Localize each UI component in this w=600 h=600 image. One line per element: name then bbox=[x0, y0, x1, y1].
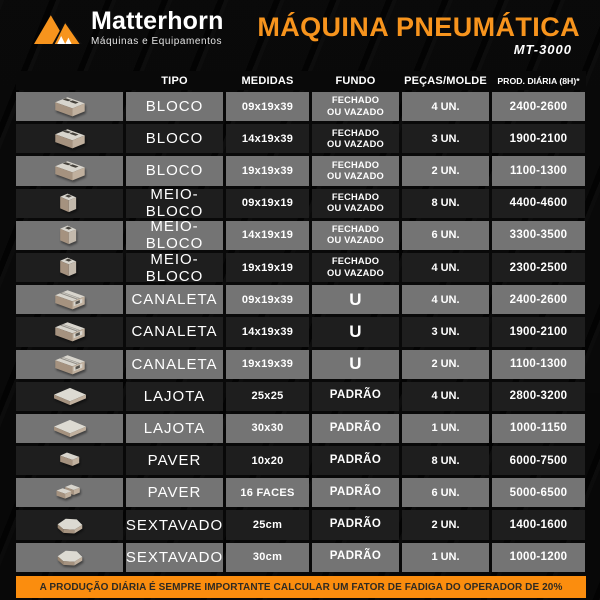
fundo-cell: U bbox=[312, 317, 399, 346]
pecas-molde-cell: 3 UN. bbox=[402, 124, 489, 153]
fundo-cell: PADRÃO bbox=[312, 543, 399, 572]
tipo-cell: SEXTAVADO bbox=[126, 510, 223, 539]
table-body bbox=[16, 92, 586, 572]
fundo-cell: PADRÃO bbox=[312, 382, 399, 411]
medidas-cell: 10x20 bbox=[226, 446, 309, 475]
pecas-molde-cell: 6 UN. bbox=[402, 478, 489, 507]
pecas-molde-cell: 2 UN. bbox=[402, 350, 489, 379]
footer-note: A PRODUÇÃO DIÁRIA É SEMPRE IMPORTANTE CALCULAR UM FATOR DE FADIGA DO OPERADOR DE 20% bbox=[39, 581, 563, 593]
icon-cell bbox=[16, 317, 123, 346]
pecas-molde-cell: 4 UN. bbox=[402, 92, 489, 121]
tipo-cell: CANALETA bbox=[126, 350, 223, 379]
medidas-cell: 25cm bbox=[226, 510, 309, 539]
icon-cell bbox=[16, 446, 123, 475]
prod-diaria-cell: 1100-1300 bbox=[492, 350, 585, 379]
model-number: MT-3000 bbox=[513, 42, 572, 58]
meio-bloco-icon bbox=[39, 222, 101, 249]
medidas-cell: 09x19x39 bbox=[226, 92, 309, 121]
prod-diaria-cell: 2400-2600 bbox=[492, 92, 585, 121]
fundo-cell: FECHADO OU VAZADO bbox=[312, 221, 399, 250]
pecas-molde-cell: 1 UN. bbox=[402, 414, 489, 443]
medidas-cell: 25x25 bbox=[226, 382, 309, 411]
pecas-molde-cell: 1 UN. bbox=[402, 543, 489, 572]
fundo-cell: FECHADO OU VAZADO bbox=[312, 253, 399, 282]
matterhorn-logo bbox=[34, 9, 224, 47]
header bbox=[0, 0, 600, 64]
sextavado-icon bbox=[39, 544, 101, 571]
table-row bbox=[16, 285, 586, 314]
medidas-cell: 14x19x39 bbox=[226, 317, 309, 346]
canaleta-icon bbox=[39, 286, 101, 313]
medidas-cell: 16 FACES bbox=[226, 478, 309, 507]
pecas-molde-cell: 4 UN. bbox=[402, 253, 489, 282]
prod-diaria-cell: 5000-6500 bbox=[492, 478, 585, 507]
prod-diaria-cell: 2800-3200 bbox=[492, 382, 585, 411]
bloco-icon bbox=[39, 93, 101, 120]
prod-diaria-cell: 6000-7500 bbox=[492, 446, 585, 475]
tipo-cell: BLOCO bbox=[126, 156, 223, 185]
fundo-cell: FECHADO OU VAZADO bbox=[312, 156, 399, 185]
table-row bbox=[16, 478, 586, 507]
medidas-cell: 30x30 bbox=[226, 414, 309, 443]
table-row bbox=[16, 317, 586, 346]
table-row bbox=[16, 414, 586, 443]
prod-diaria-cell: 1900-2100 bbox=[492, 124, 585, 153]
pecas-molde-cell: 4 UN. bbox=[402, 285, 489, 314]
medidas-cell: 19x19x39 bbox=[226, 156, 309, 185]
tipo-cell: SEXTAVADO bbox=[126, 543, 223, 572]
fundo-cell: FECHADO OU VAZADO bbox=[312, 189, 399, 218]
tipo-cell: LAJOTA bbox=[126, 414, 223, 443]
fundo-cell: FECHADO OU VAZADO bbox=[312, 124, 399, 153]
tipo-cell: MEIO-BLOCO bbox=[126, 253, 223, 282]
paver-icon bbox=[39, 447, 101, 474]
tipo-cell: PAVER bbox=[126, 446, 223, 475]
icon-cell bbox=[16, 543, 123, 572]
pecas-molde-cell: 8 UN. bbox=[402, 446, 489, 475]
sextavado-icon bbox=[39, 512, 101, 539]
tipo-cell: CANALETA bbox=[126, 317, 223, 346]
column-header-prod-diaria: PROD. DIÁRIA (8H)* bbox=[497, 75, 580, 86]
fundo-cell: FECHADO OU VAZADO bbox=[312, 92, 399, 121]
tipo-cell: LAJOTA bbox=[126, 382, 223, 411]
pecas-molde-cell: 4 UN. bbox=[402, 382, 489, 411]
lajota-icon bbox=[39, 415, 101, 442]
brand-tagline: Máquinas e Equipamentos bbox=[91, 36, 223, 47]
fundo-cell: PADRÃO bbox=[312, 510, 399, 539]
icon-cell bbox=[16, 124, 123, 153]
pecas-molde-cell: 2 UN. bbox=[402, 510, 489, 539]
icon-cell bbox=[16, 414, 123, 443]
canaleta-icon bbox=[39, 351, 101, 378]
paver-16-faces-icon bbox=[39, 479, 101, 506]
pecas-molde-cell: 8 UN. bbox=[402, 189, 489, 218]
prod-diaria-cell: 1100-1300 bbox=[492, 156, 585, 185]
prod-diaria-cell: 4400-4600 bbox=[492, 189, 585, 218]
prod-diaria-cell: 1400-1600 bbox=[492, 510, 585, 539]
fundo-cell: U bbox=[312, 285, 399, 314]
column-header-pecas-molde: PEÇAS/MOLDE bbox=[404, 74, 487, 87]
fundo-cell: PADRÃO bbox=[312, 478, 399, 507]
prod-diaria-cell: 2300-2500 bbox=[492, 253, 585, 282]
table-row bbox=[16, 156, 586, 185]
table-row bbox=[16, 350, 586, 379]
table-row bbox=[16, 189, 586, 218]
medidas-cell: 19x19x19 bbox=[226, 253, 309, 282]
table-header-row bbox=[16, 71, 586, 90]
tipo-cell: CANALETA bbox=[126, 285, 223, 314]
pecas-molde-cell: 2 UN. bbox=[402, 156, 489, 185]
meio-bloco-icon bbox=[39, 254, 101, 281]
prod-diaria-cell: 3300-3500 bbox=[492, 221, 585, 250]
table-row bbox=[16, 221, 586, 250]
medidas-cell: 19x19x39 bbox=[226, 350, 309, 379]
icon-cell bbox=[16, 382, 123, 411]
lajota-icon bbox=[39, 383, 101, 410]
tipo-cell: MEIO-BLOCO bbox=[126, 189, 223, 218]
icon-cell bbox=[16, 221, 123, 250]
icon-cell bbox=[16, 350, 123, 379]
medidas-cell: 14x19x39 bbox=[226, 124, 309, 153]
prod-diaria-cell: 1000-1150 bbox=[492, 414, 585, 443]
table-row bbox=[16, 543, 586, 572]
column-header-medidas: MEDIDAS bbox=[241, 74, 294, 87]
footer-bar bbox=[16, 576, 586, 598]
icon-cell bbox=[16, 156, 123, 185]
column-header-tipo: TIPO bbox=[161, 74, 188, 87]
medidas-cell: 30cm bbox=[226, 543, 309, 572]
medidas-cell: 14x19x19 bbox=[226, 221, 309, 250]
fundo-cell: U bbox=[312, 350, 399, 379]
table-row bbox=[16, 92, 586, 121]
column-header-fundo: FUNDO bbox=[335, 74, 376, 87]
icon-cell bbox=[16, 92, 123, 121]
page-title: MÁQUINA PNEUMÁTICA bbox=[257, 12, 580, 42]
tipo-cell: BLOCO bbox=[126, 92, 223, 121]
mountain-logo-icon bbox=[34, 9, 82, 47]
medidas-cell: 09x19x19 bbox=[226, 189, 309, 218]
table-row bbox=[16, 382, 586, 411]
table-row bbox=[16, 446, 586, 475]
prod-diaria-cell: 1000-1200 bbox=[492, 543, 585, 572]
icon-cell bbox=[16, 189, 123, 218]
table-row bbox=[16, 124, 586, 153]
icon-cell bbox=[16, 478, 123, 507]
table-row bbox=[16, 510, 586, 539]
tipo-cell: PAVER bbox=[126, 478, 223, 507]
icon-cell bbox=[16, 510, 123, 539]
pecas-molde-cell: 6 UN. bbox=[402, 221, 489, 250]
bloco-icon bbox=[39, 125, 101, 152]
prod-diaria-cell: 2400-2600 bbox=[492, 285, 585, 314]
fundo-cell: PADRÃO bbox=[312, 446, 399, 475]
meio-bloco-icon bbox=[39, 190, 101, 217]
icon-cell bbox=[16, 253, 123, 282]
fundo-cell: PADRÃO bbox=[312, 414, 399, 443]
bloco-icon bbox=[39, 157, 101, 184]
canaleta-icon bbox=[39, 318, 101, 345]
table-row bbox=[16, 253, 586, 282]
tipo-cell: MEIO-BLOCO bbox=[126, 221, 223, 250]
prod-diaria-cell: 1900-2100 bbox=[492, 317, 585, 346]
pecas-molde-cell: 3 UN. bbox=[402, 317, 489, 346]
tipo-cell: BLOCO bbox=[126, 124, 223, 153]
brand-name: Matterhorn bbox=[91, 7, 224, 35]
icon-cell bbox=[16, 285, 123, 314]
spec-table bbox=[16, 71, 586, 572]
medidas-cell: 09x19x39 bbox=[226, 285, 309, 314]
